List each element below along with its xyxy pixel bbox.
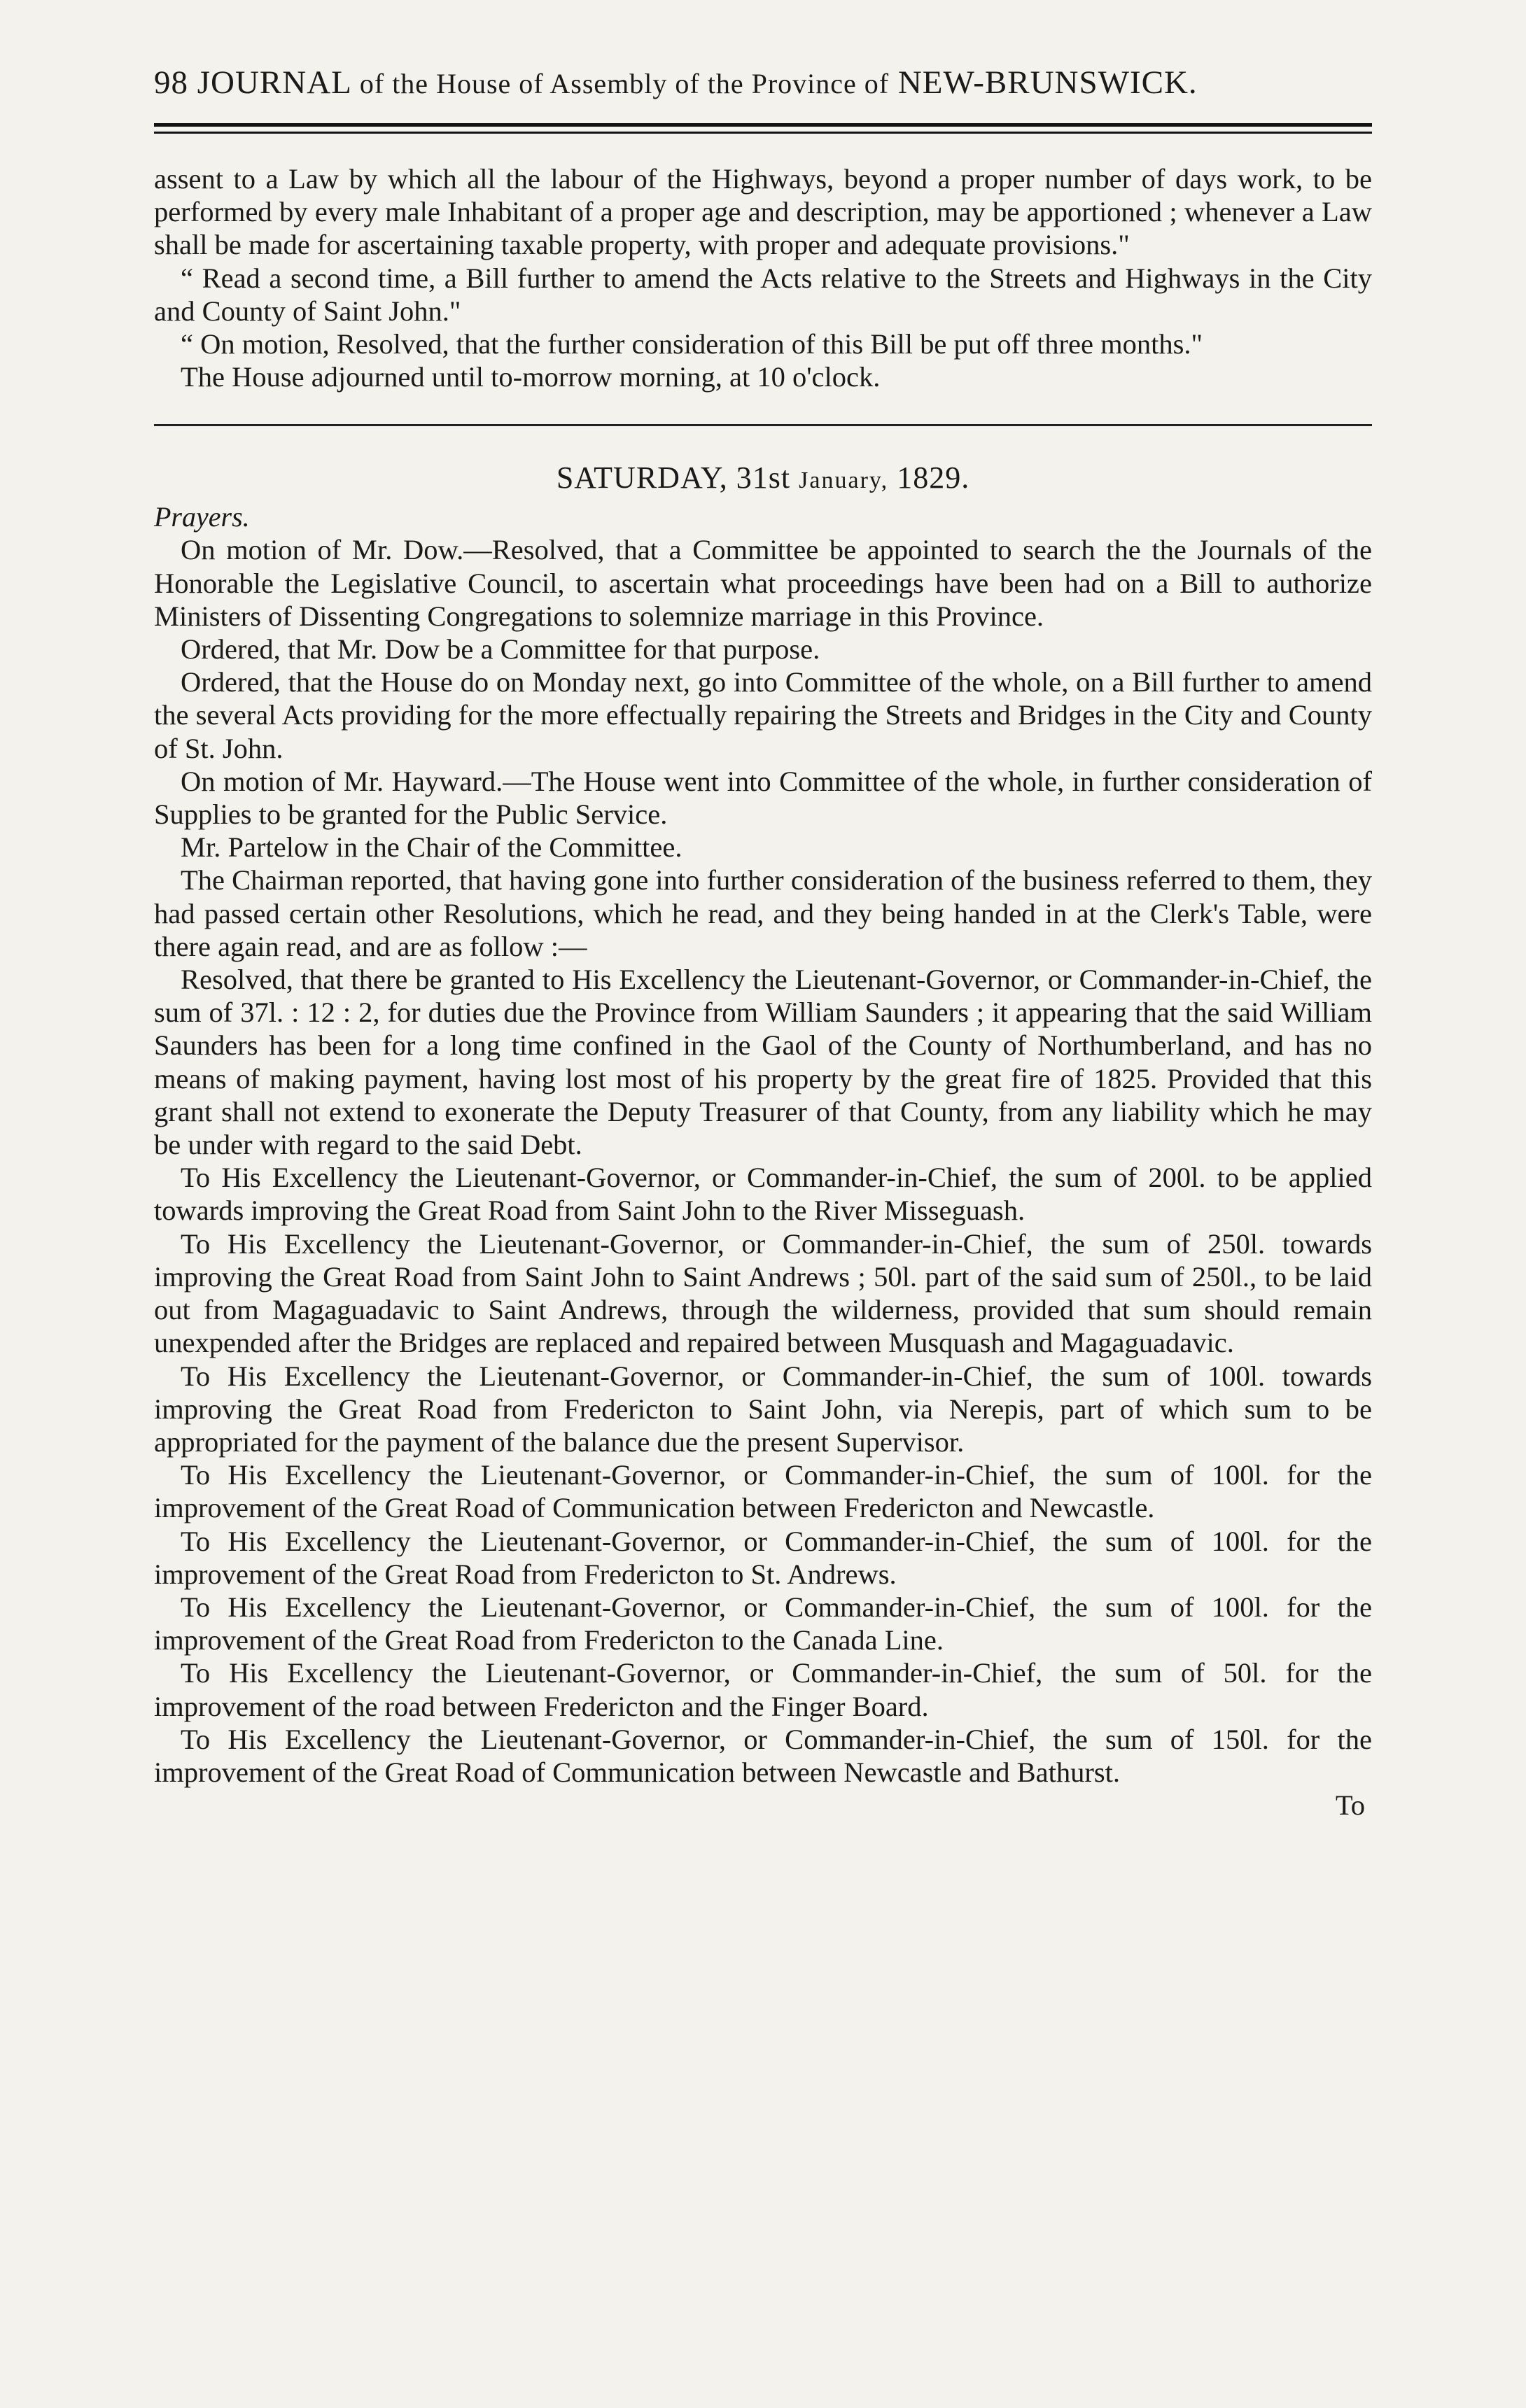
page-number: 98: [154, 64, 188, 101]
header-double-rule: [154, 123, 1372, 139]
journal-page: [154, 63, 1372, 1822]
proceedings-paragraph: On motion of Mr. Dow.—Resolved, that a Committee be appointed to search the the Journals of the Honorable the Legislative Council, to ascertain what proceedings have been had on a Bill to authorize Ministers of Dissenting Congregations to solemnize marriage in this Province.: [154, 534, 1372, 632]
date-heading: [154, 458, 1372, 500]
grant-paragraph: To His Excellency the Lieutenant-Governor, or Commander-in-Chief, the sum of 100l. towards improving the Great Road from Fredericton to Saint John, via Nerepis, part of which sum to be appropriated for the payment of the balance due the present Supervisor.: [154, 1360, 1372, 1458]
proceedings-paragraph: The Chairman reported, that having gone into further consideration of the business referred to them, they had passed certain other Resolutions, which he read, and they being handed in at the Clerk's Table, were there again read, and are as follow :—: [154, 864, 1372, 962]
running-header: [154, 63, 1372, 104]
catchword: To: [1335, 1789, 1365, 1822]
continued-text-block: [154, 162, 1372, 393]
prayers-label: Prayers.: [154, 501, 250, 533]
proceedings-paragraph: On motion of Mr. Hayward.—The House went into Committee of the whole, in further consideration of Supplies to be granted for the Public Service.: [154, 765, 1372, 831]
continued-paragraph: assent to a Law by which all the labour of the Highways, beyond a proper number of days work, to be performed by every male Inhabitant of a proper age and description, may be apportioned ; whenever a Law shall be made for ascertaining taxable property, with proper and adequate provisions.": [154, 163, 1372, 261]
proceedings-block: [154, 500, 1372, 1789]
quoted-paragraph: “ On motion, Resolved, that the further consideration of this Bill be put off three months.": [181, 328, 1203, 360]
proceedings-paragraph: Ordered, that the House do on Monday next, go into Committee of the whole, on a Bill further to amend the several Acts providing for the more effectually repairing the Streets and Bridges in the City and County of St. John.: [154, 666, 1372, 764]
date-day: SATURDAY, 31st: [556, 460, 791, 495]
header-title-province: NEW-BRUNSWICK.: [897, 64, 1198, 101]
grant-paragraph: To His Excellency the Lieutenant-Governor, or Commander-in-Chief, the sum of 50l. for the improvement of the road between Fredericton and the Finger Board.: [154, 1657, 1372, 1722]
section-divider: [154, 424, 1372, 426]
date-month: January,: [799, 467, 889, 494]
resolution-paragraph: Resolved, that there be granted to His Excellency the Lieutenant-Governor, or Commander-in-Chief, the sum of 37l. : 12 : 2, for duties due the Province from William Saunders ; it appearing that the said William Saunders has been for a long time confined in the Gaol of the County of Northumberland, and has no means of making payment, having lost most of his property by the great fire of 1825. Provided that this grant shall not extend to exonerate the Deputy Treasurer of that County, from any liability which he may be under with regard to the said Debt.: [154, 964, 1372, 1161]
date-year: 1829.: [897, 460, 970, 495]
quoted-paragraph: “ Read a second time, a Bill further to amend the Acts relative to the Streets and Highways in the City and County of Saint John.": [154, 262, 1372, 327]
header-title-middle: of the House of Assembly of the Province of: [359, 68, 890, 99]
grant-paragraph: To His Excellency the Lieutenant-Governor, or Commander-in-Chief, the sum of 250l. towards improving the Great Road from Saint John to Saint Andrews ; 50l. part of the said sum of 250l., to be laid out from Magaguadavic to Saint Andrews, through the wilderness, provided that sum should remain unexpended after the Bridges are replaced and repaired between Musquash and Magaguadavic.: [154, 1227, 1372, 1359]
grant-paragraph: To His Excellency the Lieutenant-Governor, or Commander-in-Chief, the sum of 100l. for the improvement of the Great Road from Fredericton to St. Andrews.: [154, 1525, 1372, 1590]
proceedings-paragraph: Mr. Partelow in the Chair of the Committee.: [181, 831, 682, 864]
grant-paragraph: To His Excellency the Lieutenant-Governor, or Commander-in-Chief, the sum of 200l. to be applied towards improving the Great Road from Saint John to the River Misseguash.: [154, 1162, 1372, 1227]
grant-paragraph: To His Excellency the Lieutenant-Governor, or Commander-in-Chief, the sum of 150l. for the improvement of the Great Road of Communication between Newcastle and Bathurst.: [154, 1723, 1372, 1788]
adjournment-line: The House adjourned until to-morrow morning, at 10 o'clock.: [181, 361, 881, 393]
grant-paragraph: To His Excellency the Lieutenant-Governor, or Commander-in-Chief, the sum of 100l. for the improvement of the Great Road of Communication between Fredericton and Newcastle.: [154, 1459, 1372, 1524]
proceedings-paragraph: Ordered, that Mr. Dow be a Committee for that purpose.: [181, 633, 820, 666]
header-title-journal: JOURNAL: [197, 64, 351, 101]
grant-paragraph: To His Excellency the Lieutenant-Governor, or Commander-in-Chief, the sum of 100l. for the improvement of the Great Road from Fredericton to the Canada Line.: [154, 1591, 1372, 1656]
